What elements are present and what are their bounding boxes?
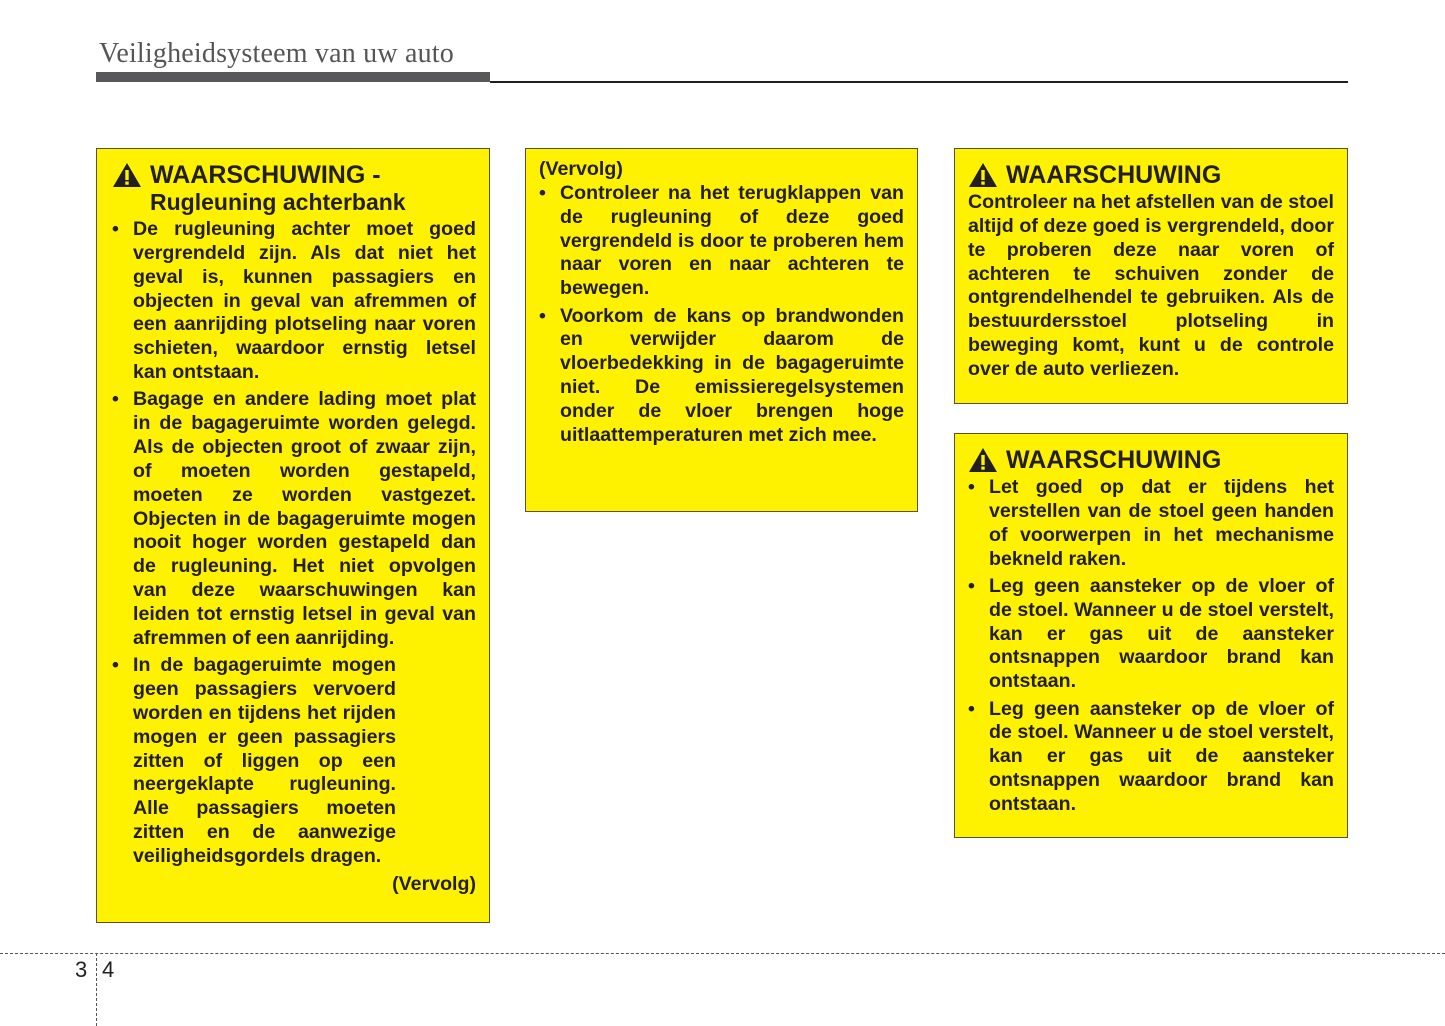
page-number: 4 <box>102 957 115 982</box>
list-item: • Leg geen aansteker op de vloer of de stoel. Wanneer u de stoel verstelt, kan er gas uit de aansteker ontsnappen waardoor brand kan ontstaan. <box>968 698 1334 817</box>
list-item: • Let goed op dat er tijdens het verstellen van de stoel geen handen of voorwerpen in het mechanisme bekneld raken. <box>968 476 1334 571</box>
warning-box-seat-adjust <box>954 148 1348 404</box>
continued-label: (Vervolg) <box>392 872 476 895</box>
warning-title-text: WAARSCHUWING - <box>150 161 381 189</box>
list-item: • Voorkom de kans op brandwonden en verwijder daarom de vloerbedekking in de bagageruimte niet. De emissieregelsystemen onder de vloer brengen hoge uitlaattemperaturen met zich mee. <box>539 305 904 448</box>
warning-triangle-icon <box>968 447 998 473</box>
warning-title <box>968 447 1334 474</box>
warning-triangle-icon <box>112 162 142 188</box>
warning-box-rear-seatback <box>96 148 490 923</box>
footer-dashed-divider <box>96 953 97 1026</box>
continued-label: (Vervolg) <box>539 158 623 180</box>
page-header-title: Veiligheidsysteem van uw auto <box>99 38 454 69</box>
list-item: • Controleer na het terugklappen van de rugleuning of deze goed vergrendeld is door te proberen hem naar voren en naar achteren te bewegen. <box>539 182 904 301</box>
warning-box-seat-mechanism <box>954 433 1348 838</box>
warning-triangle-icon <box>968 162 998 188</box>
list-item: • De rugleuning achter moet goed vergrendeld zijn. Als dat niet het geval is, kunnen passagiers en objecten in geval van afremmen of een aanrijding plotseling naar voren schieten, waardoor ernstig letsel kan ontstaan. <box>112 218 476 385</box>
warning-title-text: WAARSCHUWING <box>1006 446 1222 474</box>
chapter-number: 3 <box>75 957 88 982</box>
list-item: • Bagage en andere lading moet plat in de bagageruimte worden gelegd. Als de objecten groot of zwaar zijn, of moeten worden gestapeld, moeten ze worden vastgezet. Objecten in de bagageruimte mogen nooit hoger worden gestapeld dan de rugleuning. Het niet opvolgen van deze waarschuwingen kan leiden tot ernstig letsel in geval van afremmen of een aanrijding. <box>112 388 476 650</box>
warning-title <box>968 162 1334 189</box>
warning-text: Controleer na het afstellen van de stoel altijd of deze goed is vergrendeld, door te proberen deze naar voren of achteren te schuiven zonder de ontgrendelhendel te gebruiken. Als de bestuurdersstoel plotseling in beweging komt, kunt u de controle over de auto verliezen. <box>968 191 1334 380</box>
list-item: • In de bagageruimte mogen geen passagiers vervoerd worden en tijdens het rijden mogen er geen passagiers zitten of liggen op een neergeklapte rugleuning. Alle passagiers moeten zitten en de aanwezige veiligheidsgordels dragen. <box>112 654 476 869</box>
footer-dashed-rule <box>0 953 1445 954</box>
warning-title-text: WAARSCHUWING <box>1006 161 1222 189</box>
header-rule <box>490 81 1348 83</box>
list-item: • Leg geen aansteker op de vloer of de stoel. Wanneer u de stoel verstelt, kan er gas uit de aansteker ontsnappen waardoor brand kan ontstaan. <box>968 575 1334 694</box>
warning-title <box>112 162 476 216</box>
warning-box-continued <box>525 148 918 512</box>
header-bar <box>96 72 490 82</box>
warning-subtitle: Rugleuning achterbank <box>150 189 406 215</box>
